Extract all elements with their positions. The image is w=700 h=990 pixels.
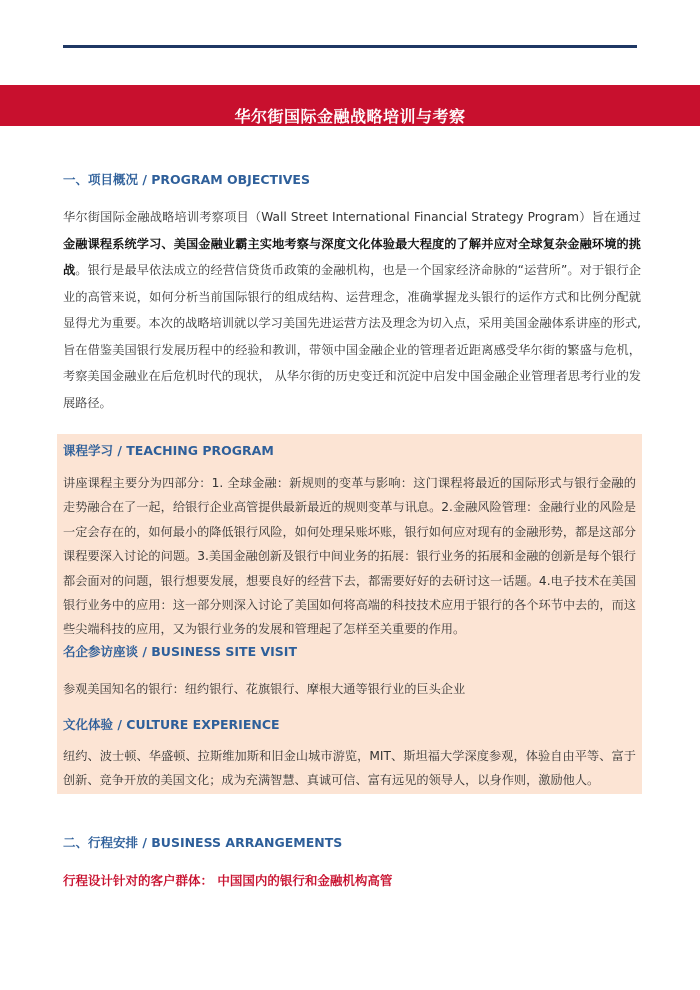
program-details-box — [57, 434, 642, 794]
target-audience-line: 行程设计针对的客户群体： 中国国内的银行和金融机构高管 — [63, 873, 393, 888]
intro-emphasis: 金融课程系统学习、美国金融业霸主实地考察与深度文化体验最大程度的了解并应对全球复杂金融环境的挑战 — [63, 236, 641, 277]
top-rule — [63, 45, 637, 48]
intro-text-start: 华尔街国际金融战略培训考察项目（Wall Street International Financial Strategy Program）旨在通过 — [63, 210, 641, 224]
heading-teaching-program: 课程学习 / TEACHING PROGRAM — [63, 443, 274, 458]
teaching-program-text: 讲座课程主要分为四部分：1. 全球金融：新规则的变革与影响：这门课程将最近的国际形式与银行金融的走势融合在了一起，给银行企业高管提供最新最近的规则变革与讯息。2.金融风险管理：金融行业的风险是一定会存在的，如何最小的降低银行风险，如何处理呆账坏账，银行如何应对现有的金融形势，都是这部分课程要深入讨论的问题。3.美国金融创新及银行中间业务的拓展：银行业务的拓展和金融的创新是每个银行都会面对的问题，银行想要发展，想要良好的经营下去，都需要好好的去研讨这一话题。4.电子技术在美国银行业务中的应用：这一部分则深入讨论了美国如何将高端的科技技术应用于银行的各个环节中去的，而这些尖端科技的应用，又为银行业务的发展和管理起了怎样至关重要的作用。 — [63, 476, 636, 637]
program-overview-paragraph — [63, 204, 641, 416]
section-heading-program-objectives: 一、项目概况 / PROGRAM OBJECTIVES — [63, 172, 310, 187]
heading-business-site-visit: 名企参访座谈 / BUSINESS SITE VISIT — [63, 644, 297, 659]
page-title: 华尔街国际金融战略培训与考察 — [234, 106, 466, 126]
intro-text-rest: 。银行是最早依法成立的经营信贷货币政策的金融机构，也是一个国家经济命脉的“运营所”。对于银行企业的高管来说，如何分析当前国际银行的组成结构、运营理念，准确掌握龙头银行的运作方式和比例分配就显得尤为重要。本次的战略培训就以学习美国先进运营方法及理念为切入点，采用美国金融体系讲座的形式, 旨在借鉴美国银行发展历程中的经验和教训，带领中国金融企业的管理者近距离感受华尔街的繁盛与危机，考察美国金融业在后危机时代的现状， 从华尔街的历史变迁和沉淀中启发中国金融企业管理者思考行业的发展路径。 — [63, 263, 641, 410]
title-banner — [0, 85, 700, 126]
section-heading-business-arrangements: 二、行程安排 / BUSINESS ARRANGEMENTS — [63, 835, 343, 850]
culture-experience-text: 纽约、波士顿、华盛顿、拉斯维加斯和旧金山城市游览，MIT、斯坦福大学深度参观，体验自由平等、富于创新、竞争开放的美国文化；成为充满智慧、真诚可信、富有远见的领导人，以身作则，激励他人。 — [63, 749, 636, 788]
heading-culture-experience: 文化体验 / CULTURE EXPERIENCE — [63, 717, 280, 732]
site-visit-text: 参观美国知名的银行：纽约银行、花旗银行、摩根大通等银行业的巨头企业 — [63, 682, 466, 696]
